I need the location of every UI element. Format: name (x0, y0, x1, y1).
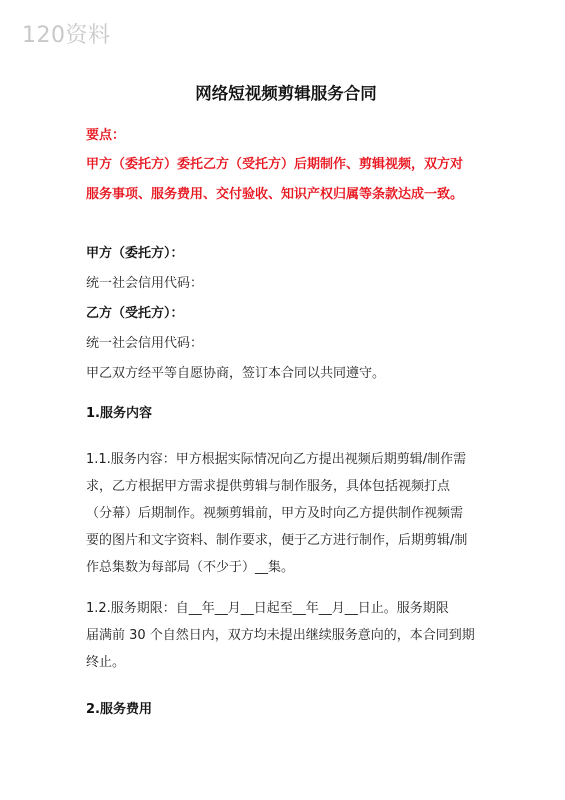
watermark-text: 120资料 (22, 23, 111, 48)
clause-line: 终止。 (86, 655, 126, 670)
clause-line: （分幕）后期制作。视频剪辑前，甲方及时向乙方提供制作视频需 (86, 506, 464, 521)
clause-line: 求，乙方根据甲方需求提供剪辑与制作服务，具体包括视频打点 (86, 479, 451, 494)
keypoints-text (86, 150, 486, 210)
keypoints-line: 服务事项、服务费用、交付验收、知识产权归属等条款达成一致。 (86, 187, 464, 202)
clause-line: 1.1.服务内容：甲方根据实际情况向乙方提出视频后期剪辑/制作需 (86, 452, 467, 467)
section-1-heading: 1.服务内容 (86, 406, 152, 421)
party-a-credit-code: 统一社会信用代码： (86, 276, 204, 291)
document-title: 网络短视频剪辑服务合同 (195, 84, 377, 103)
keypoints-label: 要点： (86, 128, 126, 143)
agreement-statement: 甲乙双方经平等自愿协商，签订本合同以共同遵守。 (86, 366, 386, 381)
party-b-label: 乙方（受托方）： (86, 306, 184, 321)
party-a-label: 甲方（委托方）： (86, 246, 184, 261)
clause-1-1 (86, 446, 486, 581)
clause-line: 届满前 30 个自然日内，双方均未提出继续服务意向的，本合同到期 (86, 628, 475, 643)
clause-line: 1.2.服务期限：自__年__月__日起至__年__月__日止。服务期限 (86, 601, 449, 616)
section-2-heading: 2.服务费用 (86, 702, 152, 717)
clause-line: 要的图片和文字资料、制作要求，便于乙方进行制作，后期剪辑/制 (86, 533, 468, 548)
clause-line: 作总集数为每部局（不少于）__集。 (86, 560, 295, 575)
party-b-credit-code: 统一社会信用代码： (86, 336, 204, 351)
keypoints-line: 甲方（委托方）委托乙方（受托方）后期制作、剪辑视频，双方对 (86, 157, 464, 172)
clause-1-2 (86, 595, 486, 676)
